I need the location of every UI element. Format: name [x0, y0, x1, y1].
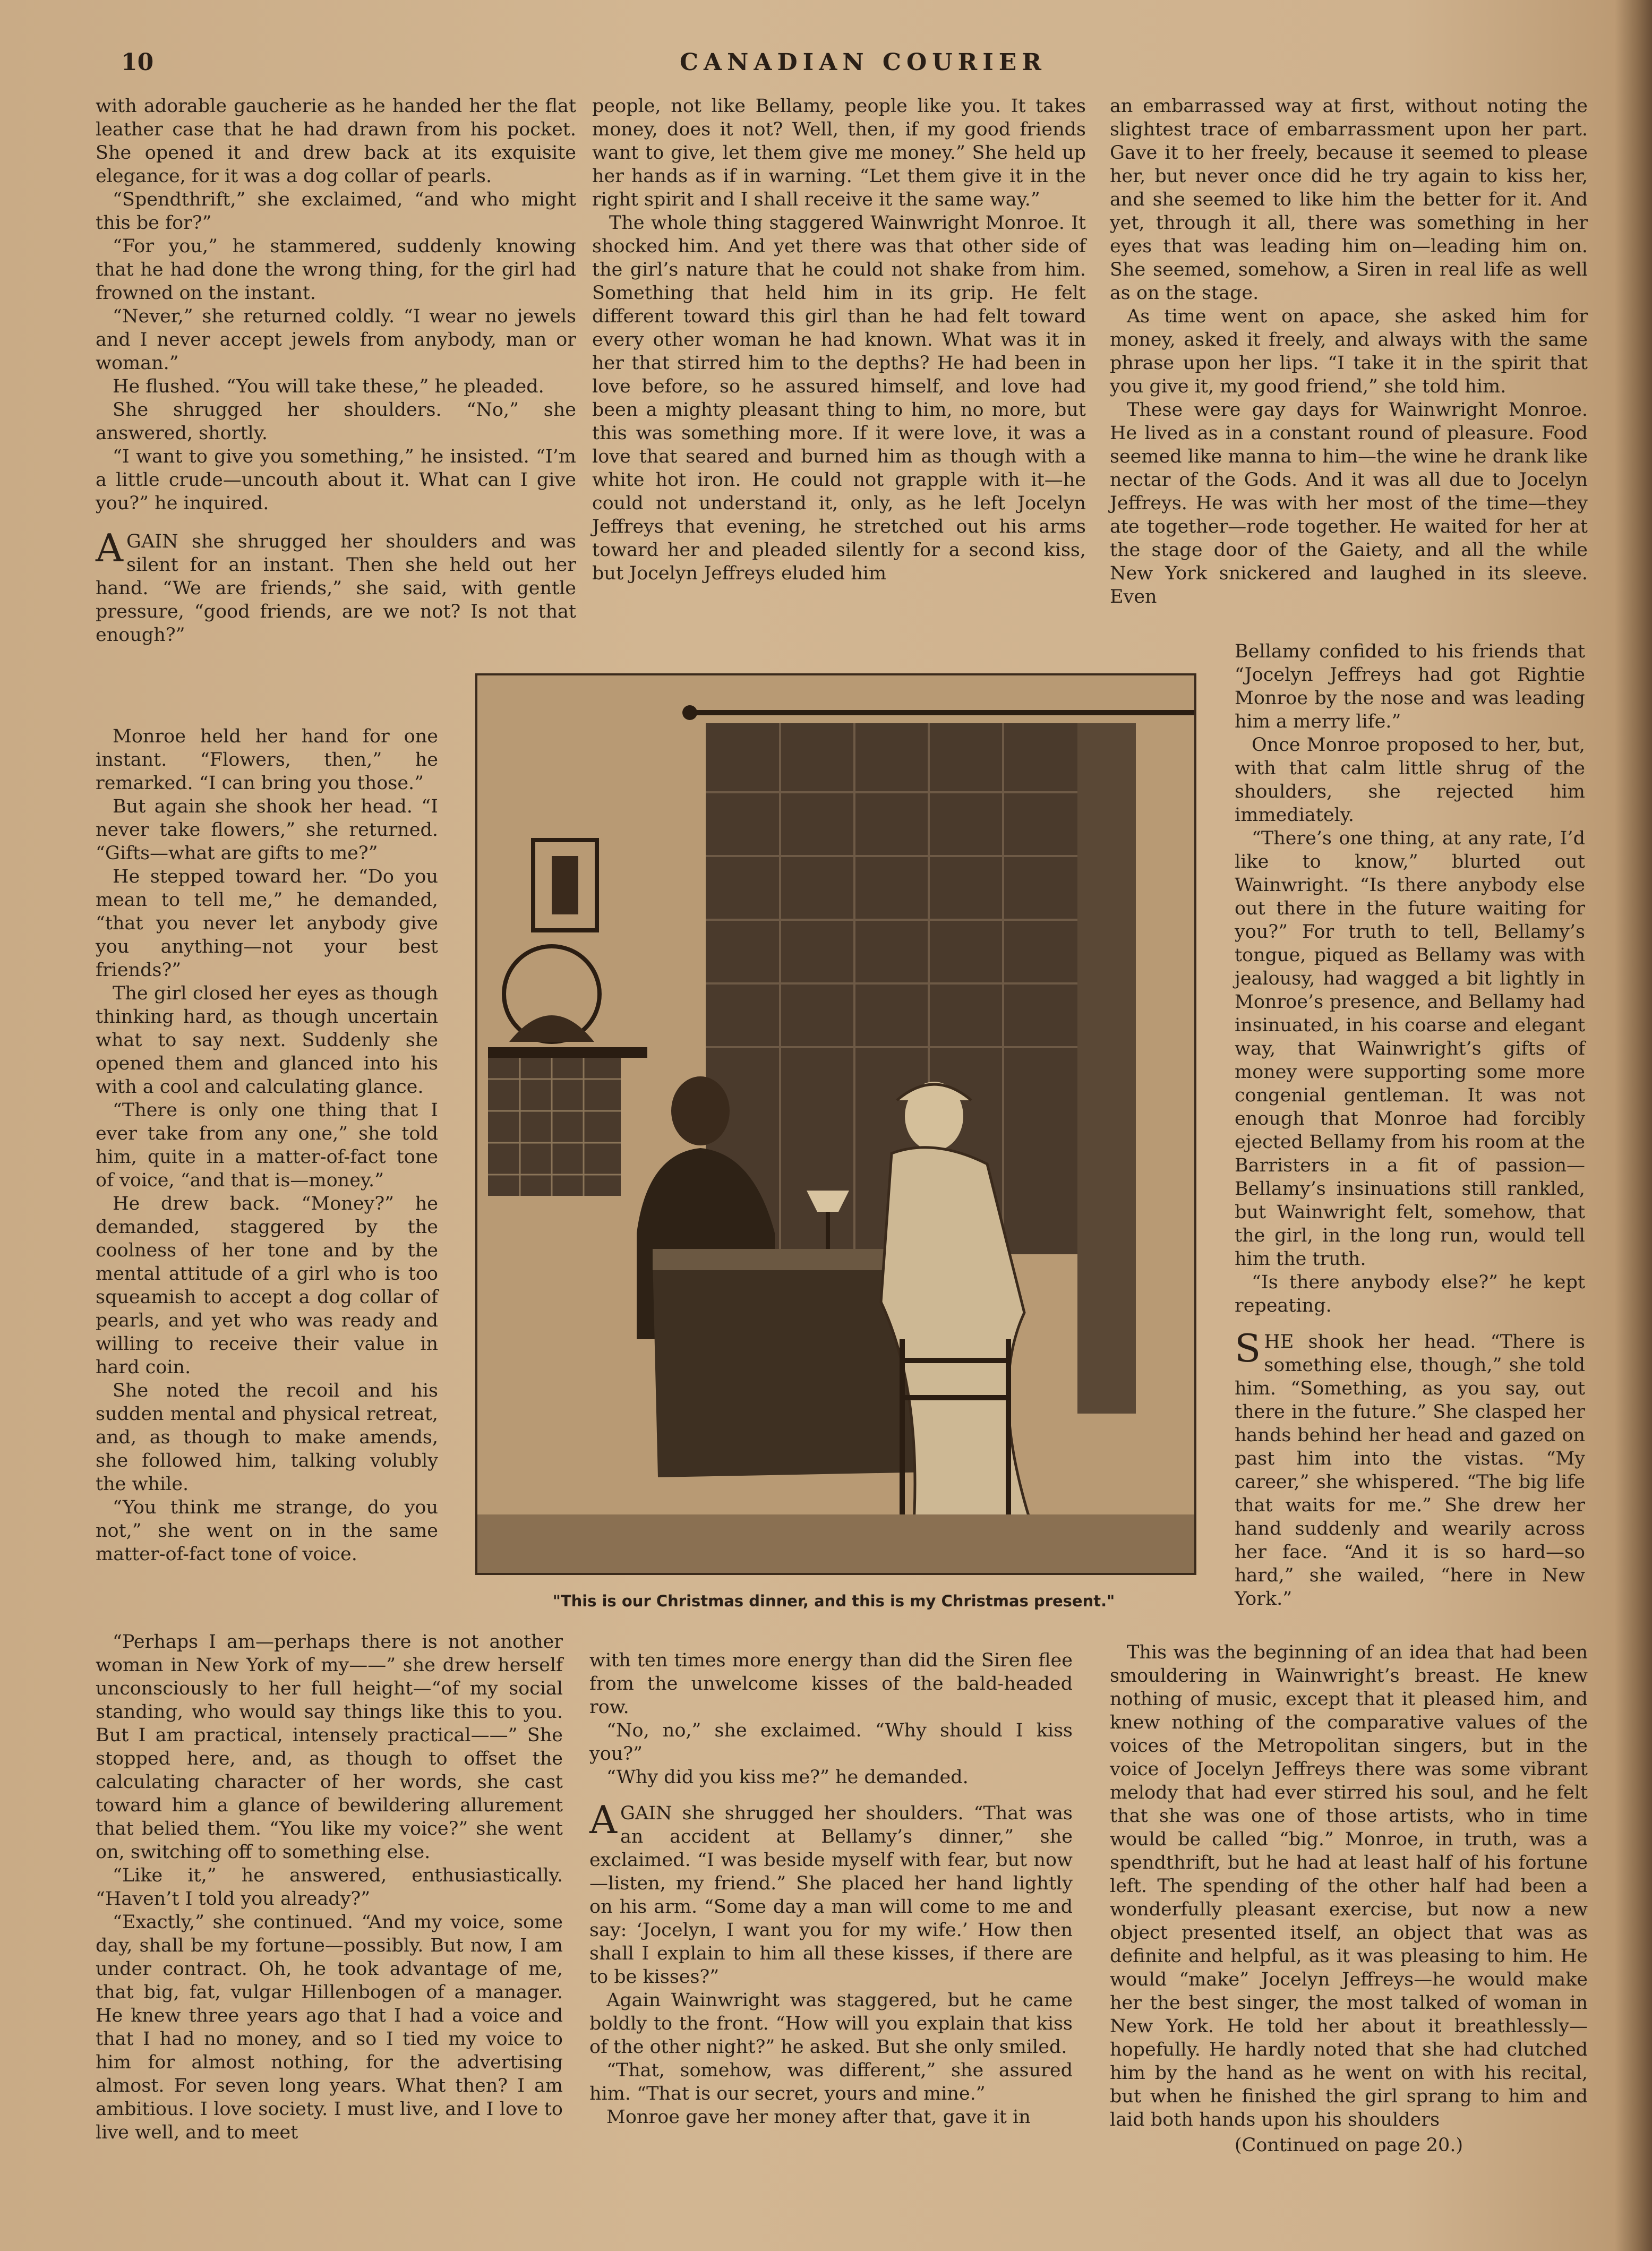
column-3-upper — [1110, 95, 1588, 609]
section-paragraph — [1235, 1326, 1585, 1611]
drop-cap: A — [96, 526, 123, 570]
paragraph: Once Monroe proposed to her, but, with that calm little shrug of the shoulders, she rejected him immediately. — [1235, 734, 1585, 826]
paragraph: “For you,” he stammered, suddenly knowing that he had done the wrong thing, for the girl had frowned on the instant. — [96, 236, 576, 304]
paragraph: Monroe held her hand for one instant. “Flowers, then,” he remarked. “I can bring you those.” — [96, 726, 438, 794]
paragraph: This was the beginning of an idea that had been smouldering in Wainwright’s breast. He knew nothing of music, except that it pleased him, and knew nothing of the comparative values of the voices of the Metropolitan singers, but in the voice of Jocelyn Jeffreys there was some vibrant melody that had ever stirred his soul, and he felt that she was one of those artists, who in time would be called “big.” Monroe, in truth, was a spendthrift, but he had at least half of his fortune left. The spending of the other half had been a wonderfully pleasant exercise, but now a new object presented itself, an object that was as definite and helpful, as it was pleasing to him. He would “make” Jocelyn Jeffreys—he would make her the best singer, the most talked of woman in New York. He told her about it breathlessly—hopefully. He hardly noted that she had clutched him by the hand as he went on with his recital, but when he finished the girl sprang to him and laid both hands upon his shoulders — [1110, 1642, 1588, 2130]
page-number: 10 — [121, 49, 154, 76]
paragraph: “Exactly,” she continued. “And my voice, some day, shall be my fortune—possibly. But now, I am under contract. Oh, he took advantage of me, that big, fat, vulgar Hillenbogen of a manager. He knew three years ago that I had a voice and that I had no money, and so I tied my voice to him for almost nothing, for the advertising almost. For seven long years. What then? I am ambitious. I love society. I must live, and I love to live well, and to meet — [96, 1912, 563, 2143]
illustration-caption: "This is our Christmas dinner, and this is my Christmas present." — [552, 1592, 1115, 1610]
paragraph-text: HE shook her head. “There is something else, though,” she told him. “Something, as you say, out there in the future.” She clasped her hands behind her head and gazed on past him into the vistas. “My career,” she whispered. “The big life that waits for me.” She drew her hand suddenly and wearily across her face. “And it is so hard—so hard,” she wailed, “here in New York.” — [1235, 1331, 1585, 1610]
column-1-upper — [96, 95, 576, 647]
column-1-lower — [96, 1630, 563, 2144]
paragraph: Monroe gave her money after that, gave it in — [606, 2107, 1031, 2128]
column-3-narrow — [1235, 640, 1585, 1611]
paragraph: He drew back. “Money?” he demanded, staggered by the coolness of her tone and by the mental attitude of a girl who is too squeamish to accept a dog collar of pearls, and yet who was ready and willing to receive their value in hard coin. — [96, 1193, 438, 1378]
paragraph: “Never,” she returned coldly. “I wear no jewels and I never accept jewels from anybody, man or woman.” — [96, 306, 576, 374]
illustration — [475, 673, 1196, 1575]
paragraph: with adorable gaucherie as he handed her the flat leather case that he had drawn from his pocket. She opened it and drew back at its exquisite elegance, for it was a dog collar of pearls. — [96, 96, 576, 187]
paragraph: an embarrassed way at first, without noting the slightest trace of embarrassment upon her part. Gave it to her freely, because it seemed to please her, but never once did he try again to kiss her, and she seemed to like him the better for it. And yet, through it all, there was something in her eyes that was leading him on—leading him on. She seemed, somehow, a Siren in real life as well as on the stage. — [1110, 96, 1588, 304]
paragraph: “Spendthrift,” she exclaimed, “and who might this be for?” — [96, 189, 576, 234]
paragraph-text: GAIN she shrugged her shoulders. “That was an accident at Bellamy’s dinner,” she exclaimed. “I was beside myself with fear, but now—listen, my friend.” She placed her hand lightly on his arm. “Some day a man will come to me and say: ‘Jocelyn, I want you for my wife.’ How then shall I explain to him all these kisses, if there are to be kisses?” — [589, 1803, 1073, 1988]
paragraph-text: GAIN she shrugged her shoulders and was silent for an instant. Then she held out her hand. “We are friends,” she said, with gentle pressure, “good friends, are we not? Is not that enough?” — [96, 531, 576, 646]
dinner-scene-drawing — [477, 675, 1194, 1573]
paragraph: “You think me strange, do you not,” she went on in the same matter-of-fact tone of voice. — [96, 1497, 438, 1565]
paragraph: “There is only one thing that I ever take from any one,” she told him, quite in a matter-of-fact tone of voice, “and that is—money.” — [96, 1100, 438, 1191]
paragraph: people, not like Bellamy, people like you. It takes money, does it not? Well, then, if my good friends want to give, let them give me money.” She held up her hands as if in warning. “Let them give it in the right spirit and I shall receive it the same way.” — [592, 96, 1086, 210]
header-title: CANADIAN COURIER — [680, 49, 1047, 76]
paragraph: He flushed. “You will take these,” he pleaded. — [113, 376, 544, 397]
paragraph: “Is there anybody else?” he kept repeating. — [1235, 1272, 1585, 1316]
page-edge-shadow — [1615, 0, 1652, 2251]
column-2-lower — [589, 1649, 1073, 2129]
paragraph: “Why did you kiss me?” he demanded. — [606, 1767, 969, 1788]
column-2-upper — [592, 95, 1086, 585]
drop-cap: A — [589, 1798, 617, 1842]
paragraph: Again Wainwright was staggered, but he came boldly to the front. “How will you explain that kiss of the other night?” he asked. But she only smiled. — [589, 1990, 1073, 2058]
paragraph: “Like it,” he answered, enthusiastically. “Haven’t I told you already?” — [96, 1865, 563, 1910]
paragraph: He stepped toward her. “Do you mean to tell me,” he demanded, “that you never let anybody give you anything—not your best friends?” — [96, 866, 438, 981]
paragraph: “Perhaps I am—perhaps there is not another woman in New York of my——” she drew herself unconsciously to her full height—“of my social standing, who would say things like this to you. But I am practical, intensely practical——” She stopped here, and, as though to offset the calculating character of her words, she cast toward him a glance of bewildering allurement that belied them. “You like my voice?” she went on, switching off to something else. — [96, 1631, 563, 1863]
paragraph: “No, no,” she exclaimed. “Why should I kiss you?” — [589, 1720, 1073, 1765]
section-paragraph — [96, 526, 576, 647]
paragraph: As time went on apace, she asked him for money, asked it freely, and always with the same phrase upon her lips. “I take it in the spirit that you give it, my good friend,” she told him. — [1110, 306, 1588, 397]
paragraph: “I want to give you something,” he insisted. “I’m a little crude—uncouth about it. What can I give you?” he inquired. — [96, 446, 576, 514]
paragraph: “That, somehow, was different,” she assured him. “That is our secret, yours and mine.” — [589, 2060, 1073, 2104]
section-paragraph — [589, 1798, 1073, 1989]
paragraph: These were gay days for Wainwright Monroe. He lived as in a constant round of pleasure. Food seemed like manna to him—the wine he drank like nectar of the Gods. And it was all due to Jocelyn Jeffreys. He was with her most of the time—they ate together—rode together. He waited for her at the stage door of the Gaiety, and all the while New York snickered and laughed in its sleeve. Even — [1110, 399, 1588, 607]
column-3-lower — [1110, 1641, 1588, 2157]
continued-note: (Continued on page 20.) — [1234, 2135, 1463, 2156]
paragraph: The whole thing staggered Wainwright Monroe. It shocked him. And yet there was that other side of the girl’s nature that he could not shake from him. Something that held him in its grip. He felt different toward this girl than he had felt toward every other woman he had known. What was it in her that stirred him to the depths? He had been in love before, so he assured himself, and love had been a mighty pleasant thing to him, no more, but this was something more. If it were love, it was a love that seared and burned him as though with a white hot iron. He could not grapple with it—he could not understand it, only, as he left Jocelyn Jeffreys that evening, he stretched out his arms toward her and pleaded silently for a second kiss, but Jocelyn Jeffreys eluded him — [592, 212, 1086, 584]
paragraph: She noted the recoil and his sudden mental and physical retreat, and, as though to make amends, she followed him, talking volubly the while. — [96, 1380, 438, 1495]
paragraph: with ten times more energy than did the Siren flee from the unwelcome kisses of the bald-headed row. — [589, 1650, 1073, 1718]
paragraph: “There’s one thing, at any rate, I’d like to know,” blurted out Wainwright. “Is there anybody else out there in the future waiting for you?” For truth to tell, Bellamy’s tongue, piqued as Bellamy was with jealousy, had wagged a bit lightly in Monroe’s presence, and Bellamy had insinuated, in his coarse and elegant way, that Wainwright’s gifts of money were supporting some more congenial gentleman. It was not enough that Monroe had forcibly ejected Bellamy from his room at the Barristers in a fit of passion—Bellamy’s insinuations still rankled, but Wainwright felt, somehow, that the girl, in the long run, would tell him the truth. — [1235, 828, 1585, 1270]
paragraph: She shrugged her shoulders. “No,” she answered, shortly. — [96, 399, 576, 444]
paragraph: But again she shook her head. “I never take flowers,” she returned. “Gifts—what are gifts to me?” — [96, 796, 438, 864]
column-1-narrow — [96, 725, 438, 1566]
paragraph: Bellamy confided to his friends that “Jocelyn Jeffreys had got Rightie Monroe by the nose and was leading him a merry life.” — [1235, 641, 1585, 732]
drop-cap: S — [1235, 1326, 1261, 1371]
paragraph: The girl closed her eyes as though thinking hard, as though uncertain what to say next. Suddenly she opened them and glanced into his with a cool and calculating glance. — [96, 983, 438, 1098]
